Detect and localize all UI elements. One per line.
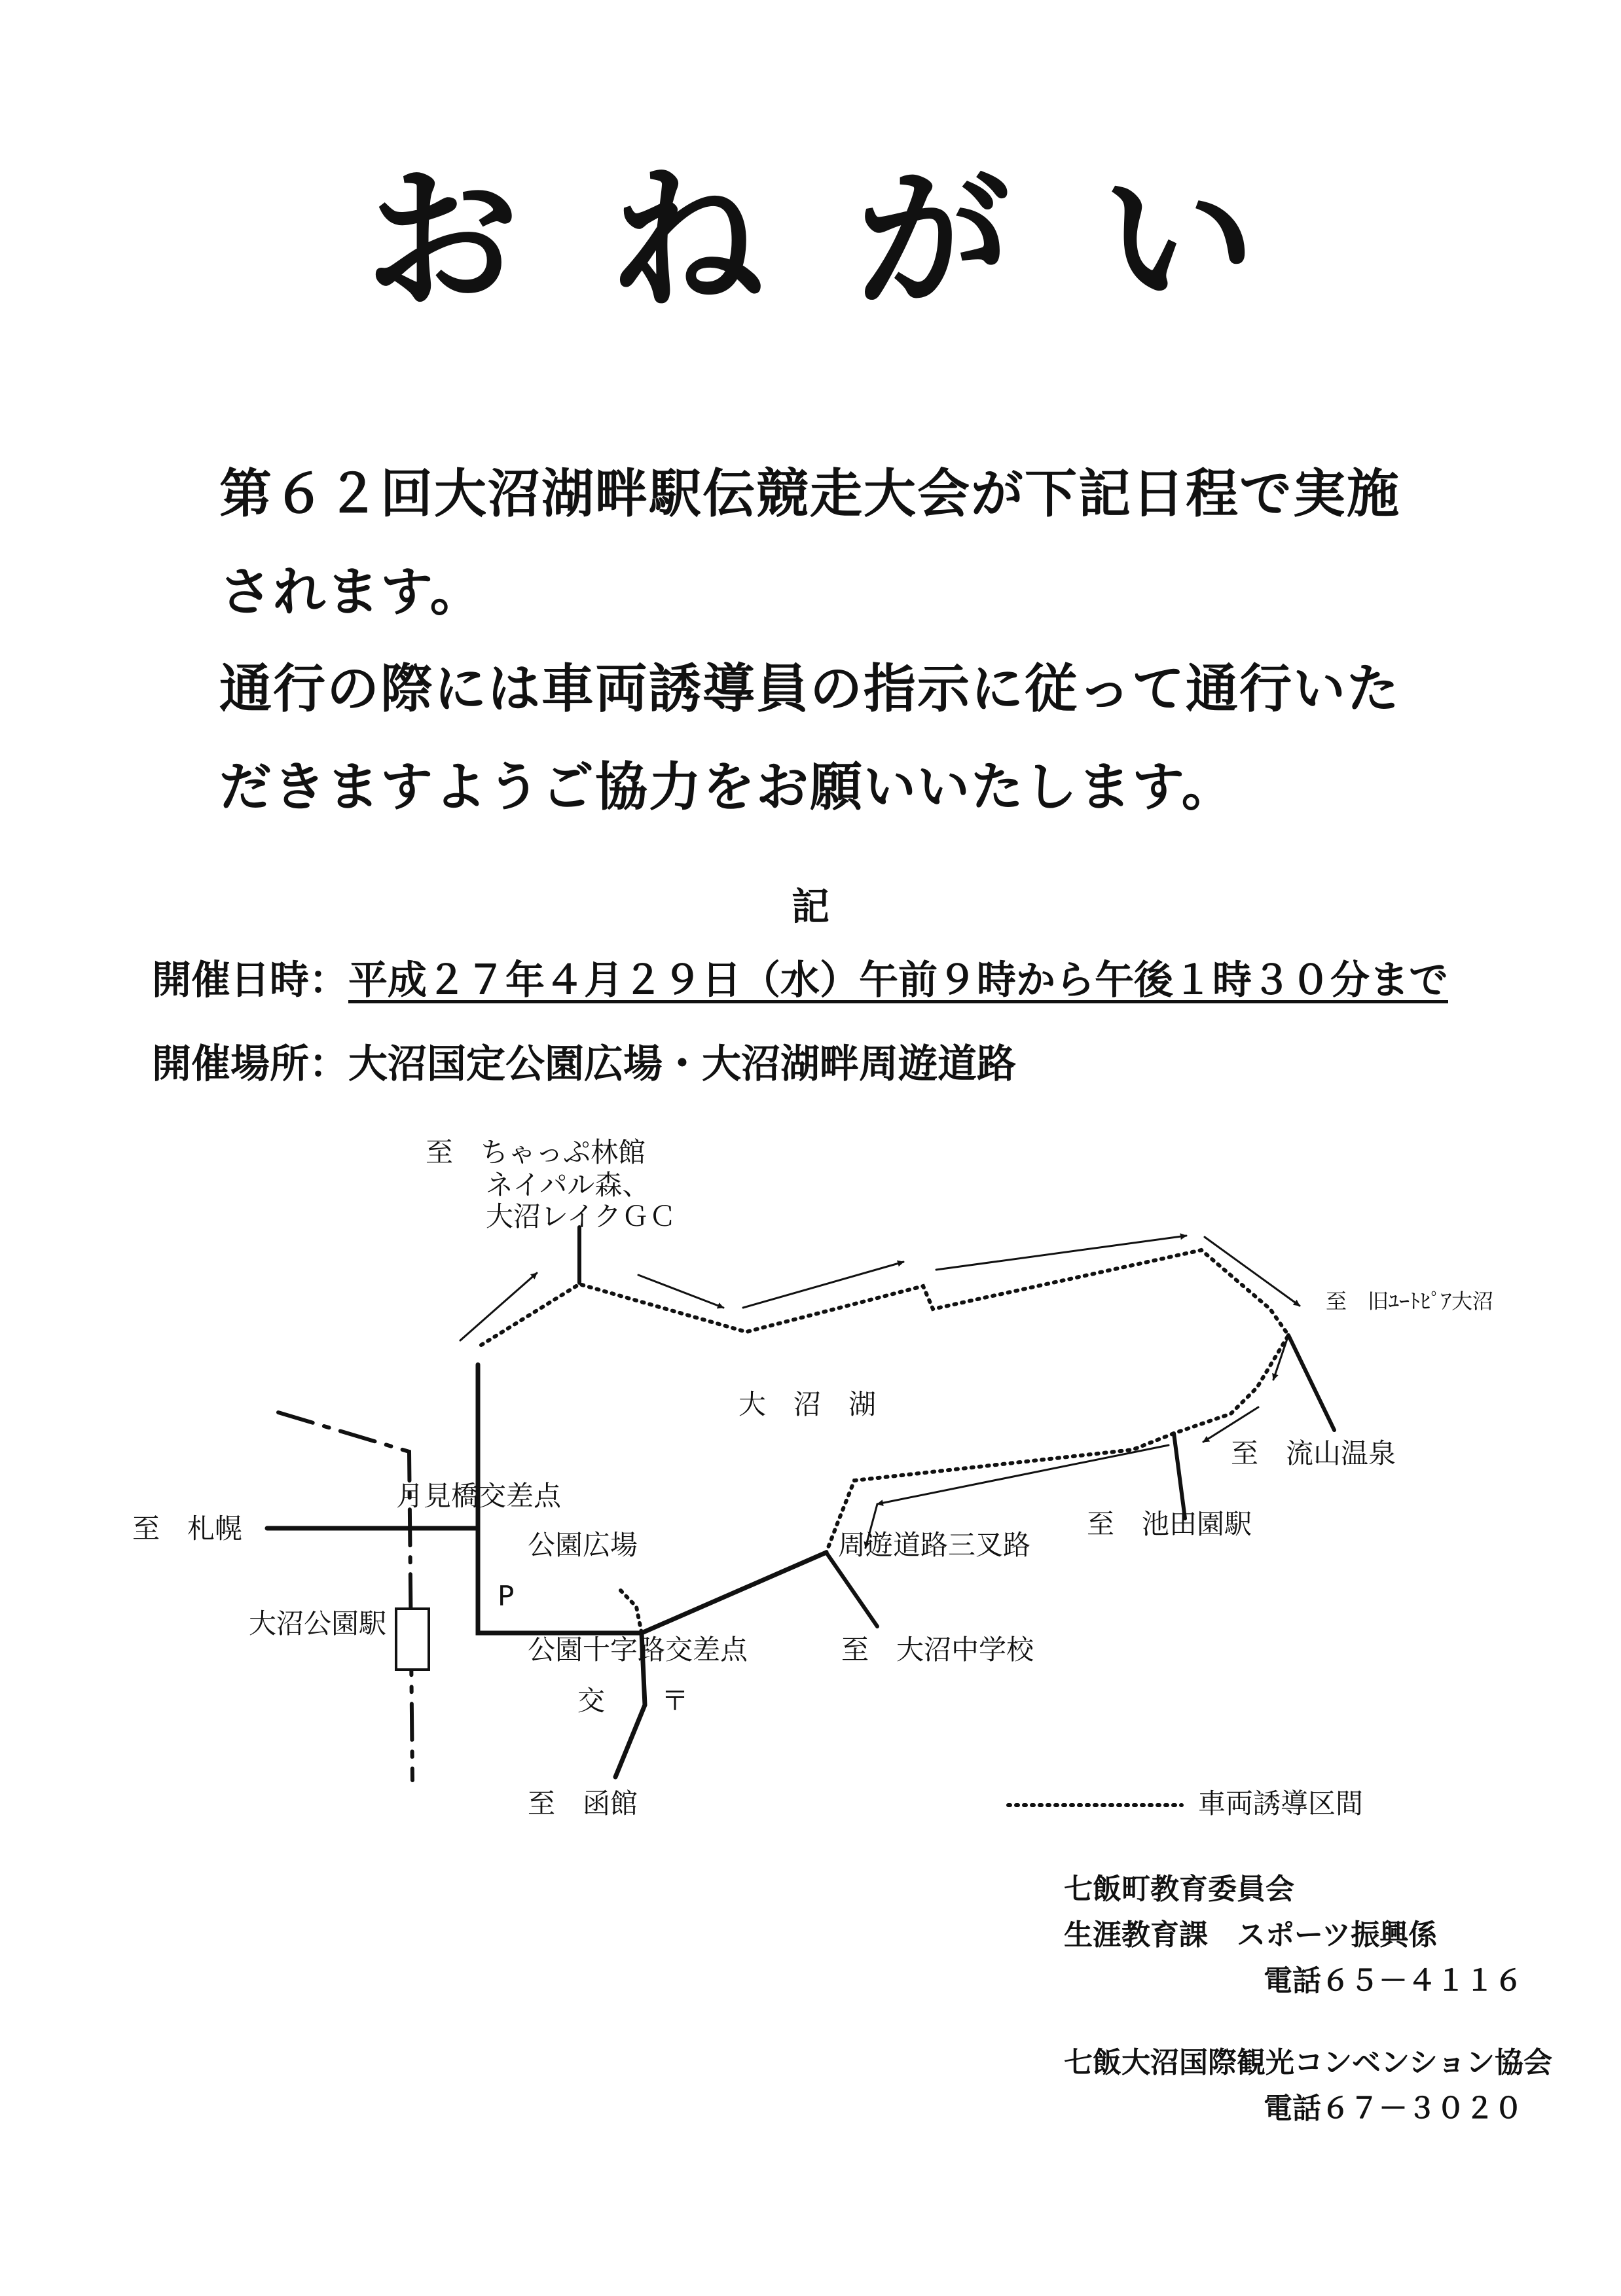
road-chugakko: [826, 1552, 877, 1626]
event-date-label: 開催日時：: [152, 958, 348, 1003]
road-ryuzan: [1288, 1335, 1334, 1430]
map-label-to-sapporo: 至 札幌: [132, 1513, 243, 1545]
footer-org2: 七飯大沼国際観光コンベンション協会: [1064, 2046, 1553, 2079]
map-label-to-hakodate: 至 函館: [528, 1787, 638, 1820]
map-label-post: 〒: [661, 1685, 689, 1717]
map-label-to-ryuzan: 至 流山温泉: [1231, 1437, 1396, 1469]
body-line-4: だきますようご協力をお願いいたします。: [219, 757, 1235, 817]
notice-heading: 記: [791, 884, 829, 929]
map-legend-label: 車両誘導区間: [1198, 1787, 1364, 1820]
body-line-3: 通行の際には車両誘導員の指示に従って通行いた: [219, 658, 1400, 719]
route-arrow-3: [743, 1262, 903, 1308]
map-label-to-utopia: 至 旧ﾕｰﾄﾋﾟｱ大沼: [1326, 1289, 1494, 1314]
route-arrow-1: [460, 1273, 537, 1340]
footer-org1: 七飯町教育委員会: [1064, 1873, 1294, 1906]
footer-dept: 生涯教育課 スポーツ振興係: [1064, 1918, 1438, 1952]
map-label-shuyu: 周遊道路三叉路: [838, 1529, 1031, 1561]
route-arrow-4: [936, 1236, 1186, 1270]
map-label-to-chugakko: 至 大沼中学校: [841, 1634, 1034, 1666]
body-line-1: 第６２回大沼湖畔駅伝競走大会が下記日程で実施: [219, 463, 1400, 524]
map-label-neipal: ネイパル森、: [486, 1169, 650, 1201]
event-date-value: 平成２７年４月２９日（水）午前９時から午後１時３０分まで: [348, 958, 1448, 1003]
body-line-2: されます。: [219, 562, 484, 622]
page-title: おねがい: [365, 151, 1347, 330]
map-label-koen-hiroba: 公園広場: [528, 1529, 638, 1561]
station-box: [396, 1609, 429, 1670]
guidance-dotted-hiroba: [621, 1590, 642, 1633]
map-label-lake: 大 沼 湖: [738, 1388, 877, 1420]
map-label-koban: 交: [577, 1685, 606, 1717]
map-label-to-chappu: 至 ちゃっぷ林館: [426, 1136, 646, 1168]
map-label-parking: P: [498, 1580, 515, 1612]
footer-tel2: 電話６７－３０２０: [1264, 2092, 1523, 2125]
route-arrow-8: [877, 1445, 1169, 1504]
guidance-dotted-route: [481, 1250, 1288, 1552]
event-place-value: 大沼国定公園広場・大沼湖畔周遊道路: [348, 1041, 1016, 1087]
road-to-sanmata: [642, 1552, 826, 1633]
footer-tel1: 電話６５－４１１６: [1264, 1964, 1523, 1998]
map-label-lake-gc: 大沼レイクＧＣ: [486, 1200, 677, 1232]
road-ikedaen: [1174, 1433, 1185, 1518]
map-label-to-ikedaen: 至 池田園駅: [1087, 1508, 1252, 1540]
map-label-koen-station: 大沼公園駅: [249, 1607, 387, 1640]
map-label-tsukimi: 月見橋交差点: [396, 1480, 562, 1512]
railway: [278, 1412, 412, 1780]
event-place-label: 開催場所：: [152, 1041, 348, 1087]
map-label-koen-cross: 公園十字路交差点: [528, 1634, 748, 1666]
